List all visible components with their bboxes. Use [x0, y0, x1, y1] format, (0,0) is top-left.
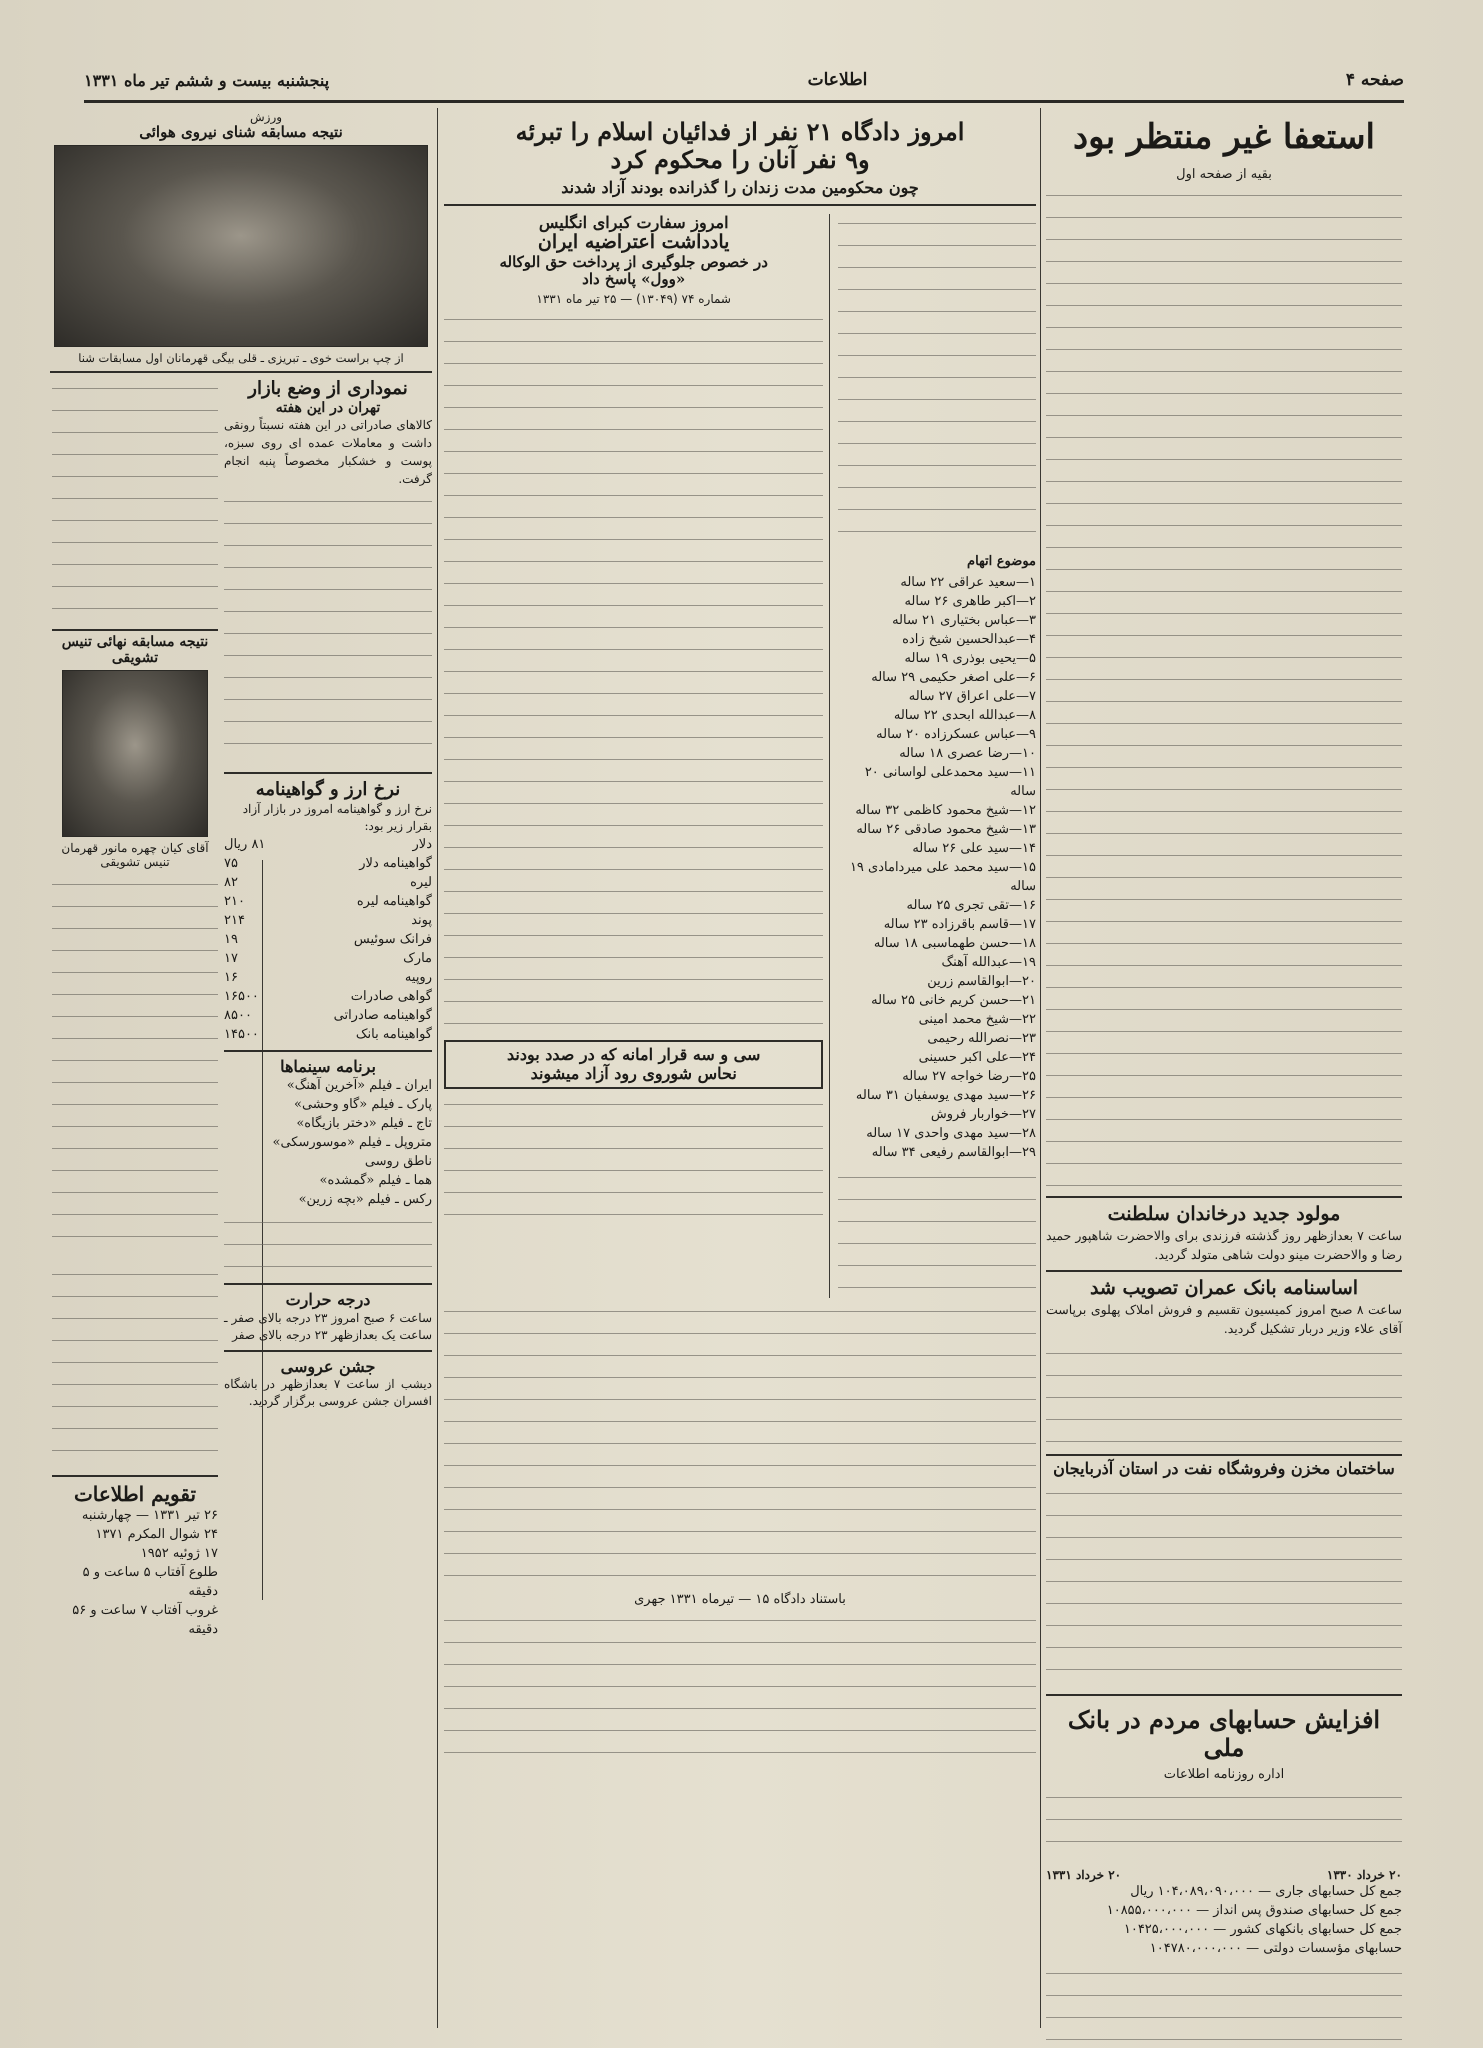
fx-row [224, 930, 432, 949]
cinema-item: ناطق روسی [364, 1154, 432, 1170]
bank-table-row: جمع کل حسابهای صندوق پس انداز — ۱۰۸۵۵،۰۰۰،۰۰۰ [1106, 1903, 1402, 1919]
tennis-title: نتیجه مسابقه نهائی تنیس تشویقی [52, 629, 218, 666]
fx-row [224, 968, 432, 987]
defendant-item: ۳—عباس بختیاری ۲۱ ساله [892, 612, 1036, 628]
british-note-column [444, 214, 830, 1298]
defendants-list [838, 573, 1036, 1162]
defendant-item: ۱۳—شیخ محمود صادقی ۲۶ ساله [856, 821, 1036, 837]
fx-row [224, 835, 432, 854]
fx-title: نرخ ارز و گواهینامه [255, 779, 401, 801]
note-sub-1: در خصوص جلوگیری از پرداخت حق الوکاله [499, 252, 768, 271]
defendant-item: ۲۱—حسن کریم خانی ۲۵ ساله [871, 992, 1036, 1008]
fx-row-label: لیره [410, 874, 432, 890]
defendants-column [838, 214, 1036, 1298]
nahas-title: سی و سه قرار امانه که در صدد بودند [506, 1045, 761, 1065]
cinema-item: پارک ـ فیلم «گاو وحشی» [293, 1097, 432, 1113]
fx-row-value: ۸۱ ریال [224, 836, 266, 852]
misc-text [52, 1265, 218, 1465]
temp-text: ساعت ۶ صبح امروز ۲۳ درجه بالای صفر ـ ساعت یک بعدازظهر ۲۳ درجه بالای صفر [224, 1310, 432, 1342]
fx-row-label: گواهی صادرات [350, 988, 432, 1004]
fx-row-value: ۲۱۰ [224, 893, 245, 909]
masthead-page-number: صفحه ۴ [1345, 70, 1404, 90]
bank-accounts-text [1046, 1788, 1402, 1858]
calendar-row: ۲۶ تیر ۱۳۳۱ — چهارشنبه [81, 1508, 218, 1524]
bank-statute-more [1046, 1344, 1402, 1444]
market-sub: تهران در این هفته [275, 399, 381, 416]
tennis-player-photo [62, 670, 208, 837]
court-continued-text [444, 1302, 1036, 1582]
defendant-item: ۲—اکبر طاهری ۲۶ ساله [904, 593, 1036, 609]
bank-table [1046, 1882, 1402, 1958]
fx-row-label: گواهینامه بانک [355, 1026, 432, 1042]
defendant-item: ۲۵—رضا خواجه ۲۷ ساله [902, 1068, 1036, 1084]
defendant-item: ۲۷—خواربار فروش [930, 1106, 1036, 1122]
tennis-text [52, 875, 218, 1255]
calendar-title: تقویم اطلاعات [52, 1475, 218, 1506]
defendant-item: ۱۰—رضا عصری ۱۸ ساله [899, 745, 1036, 761]
birth-title: مولود جدید درخاندان سلطنت [1107, 1203, 1341, 1226]
court-footer-text [444, 1611, 1036, 1761]
fx-row-label: گواهینامه لیره [356, 893, 432, 909]
note-sub-2: «وول» پاسخ داد [582, 270, 686, 289]
nahas-box [444, 1040, 823, 1089]
defendants-title: موضوع اتهام [967, 553, 1036, 569]
masthead-date: پنجشنبه بیست و ششم تیر ماه ۱۳۳۱ [84, 70, 330, 90]
cinema-title: برنامه سینماها [280, 1056, 376, 1076]
sports-article-text [52, 379, 218, 619]
bank-table-col-1: ۲۰ خرداد ۱۳۳۱ [1046, 1868, 1122, 1883]
bank-accounts-intro: اداره روزنامه اطلاعات [1163, 1767, 1285, 1783]
bank-statute-title: اساسنامه بانک عمران تصویب شد [1089, 1276, 1359, 1299]
defendant-item: ۲۲—شیخ محمد امینی [918, 1011, 1036, 1027]
fx-row-value: ۱۶ [224, 969, 238, 985]
defendant-item: ۱۷—قاسم باقرزاده ۲۳ ساله [883, 916, 1036, 932]
defendant-item: ۱۶—تقی تجری ۲۵ ساله [906, 897, 1036, 913]
fx-row-label: روپیه [404, 969, 432, 985]
defendant-item: ۴—عبدالحسین شیخ زاده [902, 631, 1036, 647]
birth-text: ساعت ۷ بعدازظهر روز گذشته فرزندی برای والاحضرت شاهپور حمید رضا و والاحضرت مینو دولت شاهی متولد گردید. [1046, 1227, 1402, 1262]
swimmers-photo [54, 145, 428, 347]
defendant-item: ۲۳—نصرالله رحیمی [927, 1030, 1036, 1046]
fx-row-label: مارک [403, 950, 432, 966]
sports-title: نتیجه مسابقه شنای نیروی هوائی [139, 123, 343, 141]
cinema-item: ایران ـ فیلم «آخرین آهنگ» [286, 1078, 432, 1094]
defendant-item: ۶—علی اصغر حکیمی ۲۹ ساله [871, 669, 1036, 685]
column-resignation [1046, 110, 1402, 2048]
bank-table-col-2: ۲۰ خرداد ۱۳۳۰ [1326, 1868, 1402, 1883]
fx-row [224, 854, 432, 873]
sports-caption: از چپ براست خوی ـ تبریزی ـ قلی بیگی قهرمانان اول مسابقات شنا [78, 351, 404, 366]
bank-accounts-footer-text [1046, 1964, 1402, 2048]
column-rule [437, 108, 438, 2028]
masthead [84, 60, 1404, 103]
note-date: شماره ۷۴ (۱۳۰۴۹) — ۲۵ تیر ماه ۱۳۳۱ [536, 292, 731, 307]
tennis-column [52, 379, 218, 1639]
defendant-item: ۹—عباس عسکرزاده ۲۰ ساله [876, 726, 1036, 742]
headline-resignation: استعفا غیر منتظر بود [1072, 117, 1375, 157]
fx-row [224, 949, 432, 968]
defendant-item: ۲۶—سید مهدی یوسفیان ۳۱ ساله [855, 1087, 1036, 1103]
article-text-resignation [1046, 186, 1402, 1186]
defendant-item: ۱۸—حسن طهماسبی ۱۸ ساله [873, 935, 1036, 951]
market-more [224, 492, 432, 762]
bank-table-header [1046, 1868, 1402, 1882]
defendant-item: ۲۸—سید مهدی واحدی ۱۷ ساله [866, 1125, 1036, 1141]
fx-row-label: گواهینامه صادراتی [333, 1007, 432, 1023]
cinema-more [224, 1213, 432, 1273]
wedding-title: جشن عروسی [280, 1356, 376, 1376]
headline-court-1: امروز دادگاه ۲۱ نفر از فدائیان اسلام را تبرئه [515, 117, 965, 146]
court-footer: باستناد دادگاه ۱۵ — تیرماه ۱۳۳۱ جهری [634, 1591, 846, 1607]
defendant-item: ۱۱—سید محمدعلی لواسانی ۲۰ ساله [864, 764, 1036, 799]
defendant-item: ۱۵—سید محمد علی میردامادی ۱۹ ساله [849, 859, 1036, 894]
masthead-title: اطلاعات [807, 70, 868, 90]
fx-list [224, 835, 432, 1044]
bank-table-row: جمع کل حسابهای جاری — ۱۰۴،۰۸۹،۰۹۰،۰۰۰ ریال [1130, 1884, 1402, 1900]
calendar-row: طلوع آفتاب ۵ ساعت و ۵ دقیقه [82, 1565, 218, 1600]
fx-row-value: ۸۵۰۰ [224, 1007, 252, 1023]
defendant-item: ۱۴—سید علی ۲۶ ساله [912, 840, 1036, 856]
calendar-row: ۱۷ ژوئیه ۱۹۵۲ [140, 1546, 218, 1562]
wedding-text: دیشب از ساعت ۷ بعدازظهر در باشگاه افسران جشن عروسی برگزار گردید. [224, 1376, 432, 1408]
fx-row-label: پوند [411, 912, 432, 928]
fx-row-value: ۷۵ [224, 855, 238, 871]
note-title-1: امروز سفارت کبرای انگلیس [538, 212, 729, 232]
bank-table-row: حسابهای مؤسسات دولتی — ۱۰۴۷۸۰،۰۰۰،۰۰۰ [1149, 1941, 1402, 1957]
defendant-item: ۲۹—ابوالقاسم رفیعی ۳۴ ساله [871, 1144, 1036, 1160]
market-title: نموداری از وضع بازار [248, 378, 408, 400]
fx-intro: نرخ ارز و گواهینامه امروز در بازار آزاد بقرار زیر بود: [242, 801, 432, 833]
fx-row [224, 987, 432, 1006]
defendant-item: ۲۴—علی اکبر حسینی [918, 1049, 1036, 1065]
fx-row [224, 911, 432, 930]
azarbaijan-text [1046, 1484, 1402, 1684]
sports-label: ورزش [250, 110, 283, 124]
fx-row-label: فرانک سوئیس [353, 931, 432, 947]
defendant-item: ۱۹—عبدالله آهنگ [941, 954, 1036, 970]
calendar-row: غروب آفتاب ۷ ساعت و ۵۶ دقیقه [72, 1603, 218, 1638]
note-title-2: یادداشت اعتراضیه ایران [537, 230, 730, 253]
court-verdict-text [838, 1168, 1036, 1288]
fx-row-value: ۲۱۴ [224, 912, 245, 928]
cinema-item: متروپل ـ فیلم «موسورسکی» [272, 1135, 432, 1151]
defendant-item: ۱۲—شیخ محمود کاظمی ۳۲ ساله [855, 802, 1036, 818]
bank-accounts-title: افزایش حسابهای مردم در بانک ملی [1067, 1705, 1381, 1762]
defendant-item: ۱—سعید عراقی ۲۲ ساله [900, 574, 1036, 590]
fx-row-value: ۱۷ [224, 950, 238, 966]
fx-row-value: ۸۲ [224, 874, 238, 890]
fx-row-label: دلار [412, 836, 432, 852]
cinema-item: رکس ـ فیلم «بچه زرین» [298, 1192, 432, 1208]
fx-row [224, 1025, 432, 1044]
fx-row-label: گواهینامه دلار [359, 855, 432, 871]
calendar-row: ۲۴ شوال المکرم ۱۳۷۱ [95, 1527, 218, 1543]
fx-row [224, 1006, 432, 1025]
defendant-item: ۲۰—ابوالقاسم زرین [927, 973, 1036, 989]
azarbaijan-title: ساختمان مخزن وفروشگاه نفت در استان آذربایجان [1046, 1454, 1402, 1478]
note-text [444, 310, 823, 1030]
fx-row [224, 873, 432, 892]
bank-statute-text: ساعت ۸ صبح امروز کمیسیون تقسیم و فروش املاک پهلوی برپاست آقای علاء وزیر دربار تشکیل گردید. [1046, 1301, 1402, 1336]
cinema-list [224, 1076, 432, 1209]
defendant-item: ۷—علی اعراق ۲۷ ساله [908, 688, 1036, 704]
fx-row-value: ۱۹ [224, 931, 238, 947]
cinema-item: هما ـ فیلم «گمشده» [319, 1173, 432, 1189]
column-misc [50, 110, 432, 1639]
nahas-sub: نحاس شوروی رود آزاد میشوند [530, 1063, 737, 1083]
fx-row-value: ۱۴۵۰۰ [224, 1026, 259, 1042]
fx-row [224, 892, 432, 911]
continued-note: بقیه از صفحه اول [1176, 167, 1272, 183]
calendar-list [52, 1506, 218, 1639]
market-column [224, 379, 432, 1639]
cinema-item: تاج ـ فیلم «دختر بازیگاه» [296, 1116, 432, 1132]
temp-title: درجه حرارت [285, 1290, 371, 1310]
court-article-text [838, 214, 1036, 544]
nahas-text [444, 1095, 823, 1215]
column-court [444, 110, 1036, 1771]
court-subhead: چون محکومین مدت زندان را گذرانده بودند آزاد شدند [444, 179, 1036, 205]
column-rule [1040, 108, 1041, 2028]
defendant-item: ۵—یحیی بوذری ۱۹ ساله [904, 650, 1036, 666]
headline-court-2: و۹ نفر آنان را محکوم کرد [610, 144, 870, 174]
bank-table-row: جمع کل حسابهای بانکهای کشور — ۱۰۴۲۵،۰۰۰،۰۰۰ [1123, 1922, 1402, 1938]
tennis-caption: آقای کیان چهره مانور قهرمان تنیس تشویقی [61, 841, 209, 870]
defendant-item: ۸—عبدالله ابحدی ۲۲ ساله [893, 707, 1036, 723]
market-text: کالاهای صادراتی در این هفته نسبتاً رونقی داشت و معاملات عمده ای روی سبزه، پوست و خشکبار مخصوصاً پنبه انجام گرفت. [224, 418, 432, 487]
fx-row-value: ۱۶۵۰۰ [224, 988, 259, 1004]
